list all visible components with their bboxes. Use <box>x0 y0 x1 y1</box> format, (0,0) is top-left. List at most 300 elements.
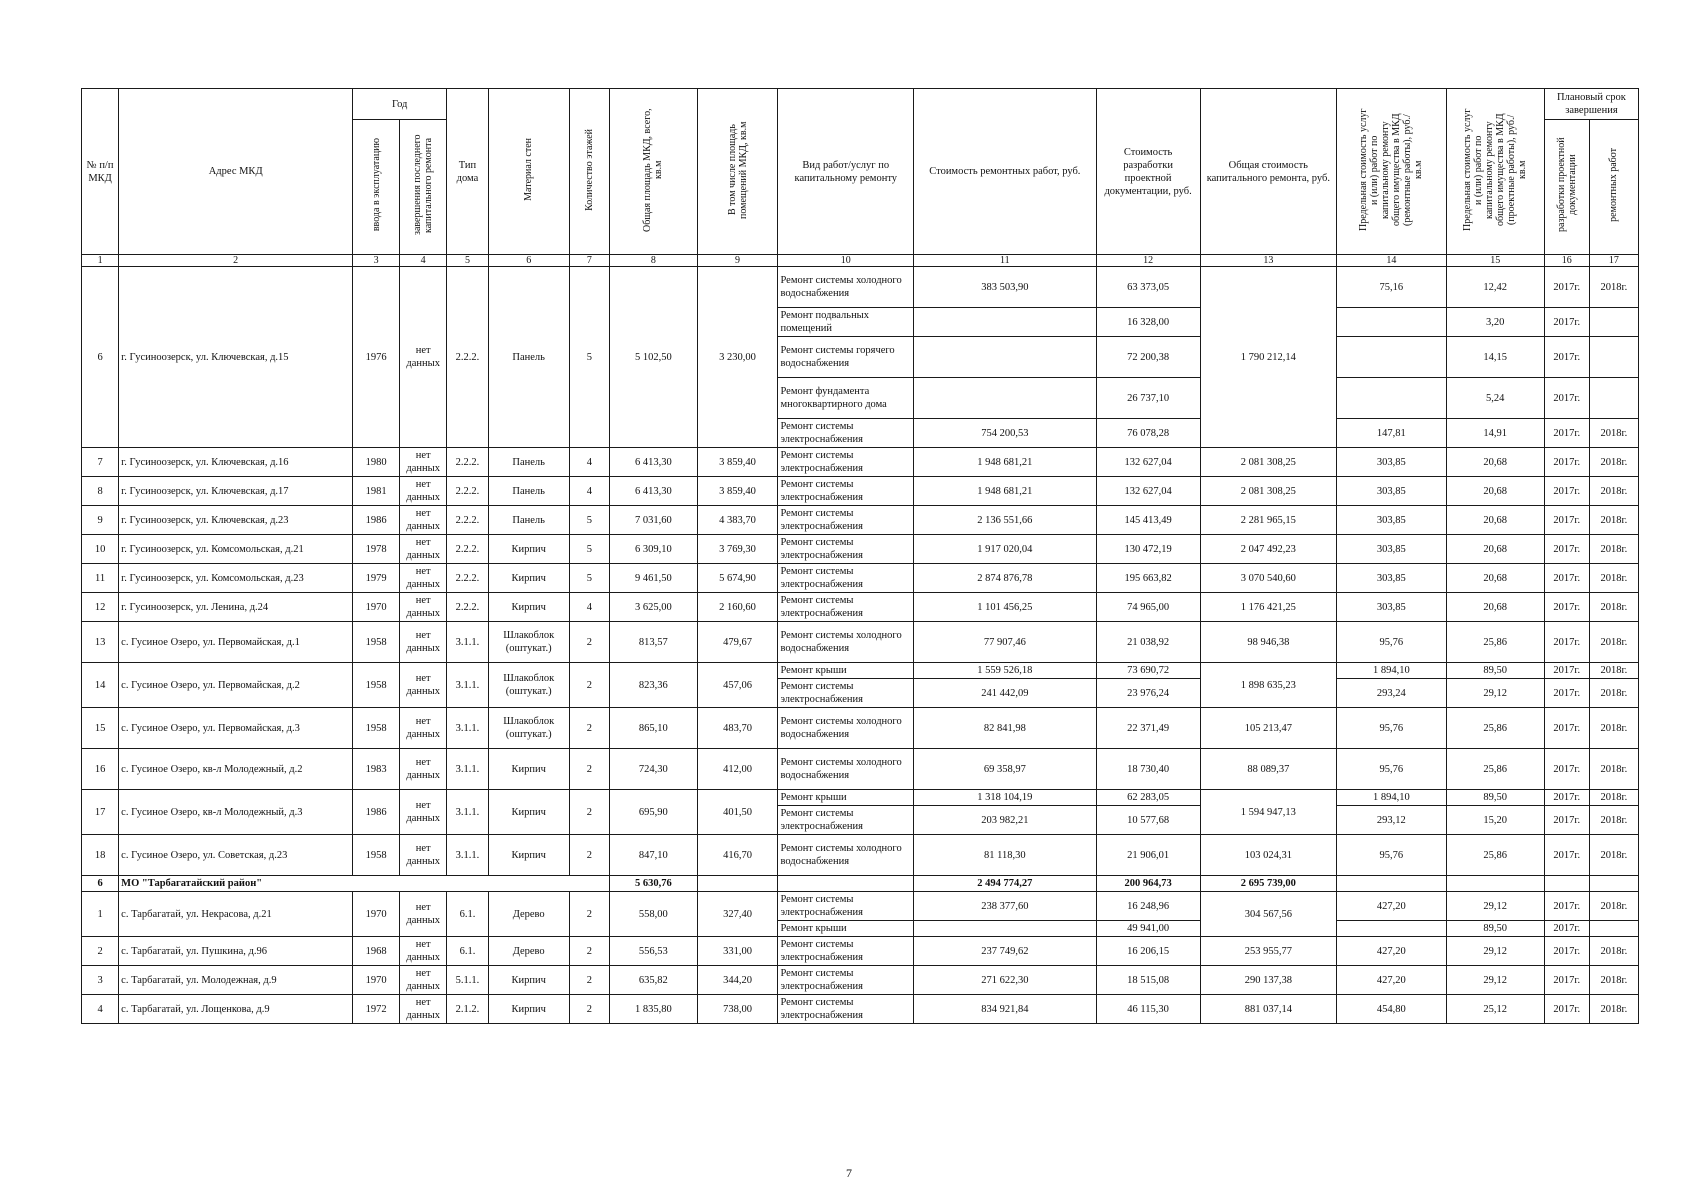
year-commission: 1958 <box>353 708 400 749</box>
row-number: 13 <box>82 622 119 663</box>
work-type: Ремонт системы электроснабжения <box>778 892 914 921</box>
repair-cost: 271 622,30 <box>914 966 1097 995</box>
total-area: 6 309,10 <box>610 535 697 564</box>
row-number: 14 <box>82 663 119 708</box>
work-type: Ремонт системы холодного водоснабжения <box>778 708 914 749</box>
column-number: 13 <box>1200 255 1337 267</box>
address-cell: с. Гусиное Озеро, ул. Первомайская, д.1 <box>119 622 353 663</box>
limit-repair <box>1337 337 1446 378</box>
deadline-repair: 2018г. <box>1589 966 1638 995</box>
total-area: 635,82 <box>610 966 697 995</box>
year-last-repair: нет данных <box>400 506 447 535</box>
deadline-design: 2017г. <box>1544 564 1589 593</box>
year-last-repair: нет данных <box>400 708 447 749</box>
total-cost: 1 790 212,14 <box>1200 267 1337 448</box>
total-cost: 2 281 965,15 <box>1200 506 1337 535</box>
deadline-repair: 2018г. <box>1589 267 1638 308</box>
floors: 2 <box>569 663 609 708</box>
table-row <box>82 535 1639 564</box>
deadline-design: 2017г. <box>1544 679 1589 708</box>
address-cell: г. Гусиноозерск, ул. Ленина, д.24 <box>119 593 353 622</box>
deadline-design: 2017г. <box>1544 535 1589 564</box>
deadline-repair: 2018г. <box>1589 663 1638 679</box>
column-number: 10 <box>778 255 914 267</box>
repair-cost: 2 874 876,78 <box>914 564 1097 593</box>
limit-repair: 427,20 <box>1337 937 1446 966</box>
column-number: 15 <box>1446 255 1544 267</box>
year-last-repair: нет данных <box>400 663 447 708</box>
year-commission: 1970 <box>353 593 400 622</box>
deadline-repair: 2018г. <box>1589 892 1638 921</box>
house-type: 2.2.2. <box>447 477 489 506</box>
repair-cost: 834 921,84 <box>914 995 1097 1024</box>
limit-design: 3,20 <box>1446 308 1544 337</box>
floors: 2 <box>569 622 609 663</box>
year-last-repair: нет данных <box>400 448 447 477</box>
floors: 5 <box>569 564 609 593</box>
repair-cost: 237 749,62 <box>914 937 1097 966</box>
work-type: Ремонт фундамента многоквартирного дома <box>778 378 914 419</box>
work-type: Ремонт системы электроснабжения <box>778 937 914 966</box>
floors: 2 <box>569 708 609 749</box>
total-area: 1 835,80 <box>610 995 697 1024</box>
limit-repair: 303,85 <box>1337 448 1446 477</box>
limit-design: 12,42 <box>1446 267 1544 308</box>
limit-design: 25,86 <box>1446 708 1544 749</box>
floors: 2 <box>569 892 609 937</box>
premises-area: 4 383,70 <box>697 506 778 535</box>
address-cell: г. Гусиноозерск, ул. Ключевская, д.23 <box>119 506 353 535</box>
deadline-design: 2017г. <box>1544 506 1589 535</box>
design-cost: 23 976,24 <box>1096 679 1200 708</box>
deadline-design: 2017г. <box>1544 937 1589 966</box>
wall-material: Кирпич <box>488 966 569 995</box>
column-numbers-row <box>82 255 1639 267</box>
house-type: 3.1.1. <box>447 790 489 835</box>
table-row <box>82 593 1639 622</box>
year-last-repair: нет данных <box>400 995 447 1024</box>
floors: 2 <box>569 966 609 995</box>
total-cost: 2 081 308,25 <box>1200 477 1337 506</box>
work-type: Ремонт системы электроснабжения <box>778 477 914 506</box>
year-commission: 1958 <box>353 835 400 876</box>
address-cell: г. Гусиноозерск, ул. Ключевская, д.16 <box>119 448 353 477</box>
total-area: 558,00 <box>610 892 697 937</box>
deadline-design: 2017г. <box>1544 448 1589 477</box>
total-area: 823,36 <box>610 663 697 708</box>
work-type: Ремонт крыши <box>778 790 914 806</box>
table-row <box>82 995 1639 1024</box>
limit-design: 5,24 <box>1446 378 1544 419</box>
year-commission: 1958 <box>353 663 400 708</box>
total-cost: 105 213,47 <box>1200 708 1337 749</box>
premises-area: 3 859,40 <box>697 448 778 477</box>
limit-repair: 75,16 <box>1337 267 1446 308</box>
header-wall-material: Материал стен <box>488 89 569 255</box>
work-type: Ремонт системы холодного водоснабжения <box>778 622 914 663</box>
limit-repair <box>1337 921 1446 937</box>
year-commission: 1983 <box>353 749 400 790</box>
design-cost: 18 515,08 <box>1096 966 1200 995</box>
deadline-design: 2017г. <box>1544 995 1589 1024</box>
floors: 2 <box>569 790 609 835</box>
premises-area: 344,20 <box>697 966 778 995</box>
year-commission: 1970 <box>353 892 400 937</box>
deadline-design: 2017г. <box>1544 622 1589 663</box>
column-number: 1 <box>82 255 119 267</box>
total-area: 6 413,30 <box>610 448 697 477</box>
address-cell: г. Гусиноозерск, ул. Ключевская, д.17 <box>119 477 353 506</box>
total-cost: 2 695 739,00 <box>1200 876 1337 892</box>
wall-material: Панель <box>488 448 569 477</box>
table-row <box>82 564 1639 593</box>
total-area: 9 461,50 <box>610 564 697 593</box>
limit-design: 25,86 <box>1446 622 1544 663</box>
repair-cost: 383 503,90 <box>914 267 1097 308</box>
table-row <box>82 477 1639 506</box>
repair-cost: 1 948 681,21 <box>914 448 1097 477</box>
house-type: 3.1.1. <box>447 835 489 876</box>
year-commission: 1978 <box>353 535 400 564</box>
row-number: 4 <box>82 995 119 1024</box>
limit-design: 29,12 <box>1446 679 1544 708</box>
deadline-design: 2017г. <box>1544 267 1589 308</box>
total-cost: 98 946,38 <box>1200 622 1337 663</box>
header-limit-design: Предельная стоимость услуг и (или) работ по капитальному ремонту общего имущества в МКД (проектные работы), руб./кв.м <box>1446 89 1544 255</box>
premises-area: 327,40 <box>697 892 778 937</box>
table-row <box>82 749 1639 790</box>
design-cost: 26 737,10 <box>1096 378 1200 419</box>
deadline-design: 2017г. <box>1544 378 1589 419</box>
limit-repair: 1 894,10 <box>1337 663 1446 679</box>
year-commission: 1981 <box>353 477 400 506</box>
limit-repair: 303,85 <box>1337 593 1446 622</box>
design-cost: 18 730,40 <box>1096 749 1200 790</box>
deadline-repair: 2018г. <box>1589 477 1638 506</box>
design-cost: 16 248,96 <box>1096 892 1200 921</box>
design-cost: 145 413,49 <box>1096 506 1200 535</box>
repair-cost: 1 101 456,25 <box>914 593 1097 622</box>
floors: 5 <box>569 267 609 448</box>
house-type: 2.2.2. <box>447 448 489 477</box>
wall-material: Панель <box>488 477 569 506</box>
year-last-repair: нет данных <box>400 937 447 966</box>
wall-material: Кирпич <box>488 535 569 564</box>
limit-repair: 427,20 <box>1337 892 1446 921</box>
wall-material: Дерево <box>488 937 569 966</box>
work-type <box>778 876 914 892</box>
work-type: Ремонт системы электроснабжения <box>778 506 914 535</box>
design-cost: 16 328,00 <box>1096 308 1200 337</box>
deadline-repair: 2018г. <box>1589 593 1638 622</box>
table-row <box>82 506 1639 535</box>
column-number: 14 <box>1337 255 1446 267</box>
repair-cost: 81 118,30 <box>914 835 1097 876</box>
column-number: 4 <box>400 255 447 267</box>
header-address: Адрес МКД <box>119 89 353 255</box>
limit-repair: 303,85 <box>1337 506 1446 535</box>
year-last-repair: нет данных <box>400 477 447 506</box>
total-area: 3 625,00 <box>610 593 697 622</box>
deadline-repair: 2018г. <box>1589 806 1638 835</box>
address-cell: с. Тарбагатай, ул. Лощенкова, д.9 <box>119 995 353 1024</box>
premises-area: 401,50 <box>697 790 778 835</box>
row-number: 11 <box>82 564 119 593</box>
total-cost: 881 037,14 <box>1200 995 1337 1024</box>
design-cost: 16 206,15 <box>1096 937 1200 966</box>
repair-cost: 2 494 774,27 <box>914 876 1097 892</box>
wall-material: Панель <box>488 506 569 535</box>
floors: 4 <box>569 448 609 477</box>
limit-design: 25,86 <box>1446 835 1544 876</box>
limit-design: 29,12 <box>1446 937 1544 966</box>
design-cost: 46 115,30 <box>1096 995 1200 1024</box>
row-number: 17 <box>82 790 119 835</box>
deadline-repair: 2018г. <box>1589 835 1638 876</box>
total-area: 695,90 <box>610 790 697 835</box>
floors: 2 <box>569 995 609 1024</box>
deadline-design: 2017г. <box>1544 663 1589 679</box>
header-total-cost: Общая стоимость капитального ремонта, руб. <box>1200 89 1337 255</box>
deadline-design: 2017г. <box>1544 593 1589 622</box>
page-number: 7 <box>846 1166 852 1180</box>
house-type: 2.2.2. <box>447 593 489 622</box>
house-type: 2.2.2. <box>447 564 489 593</box>
premises-area: 3 769,30 <box>697 535 778 564</box>
row-number: 8 <box>82 477 119 506</box>
header-year-group: Год <box>353 89 447 120</box>
header-year-commission: ввода в эксплуатацию <box>353 120 400 255</box>
column-number: 11 <box>914 255 1097 267</box>
repair-cost: 203 982,21 <box>914 806 1097 835</box>
limit-repair: 1 894,10 <box>1337 790 1446 806</box>
header-design-cost: Стоимость разработки проектной документации, руб. <box>1096 89 1200 255</box>
year-last-repair: нет данных <box>400 535 447 564</box>
address-cell: с. Гусиное Озеро, ул. Первомайская, д.3 <box>119 708 353 749</box>
house-type: 3.1.1. <box>447 749 489 790</box>
year-commission: 1980 <box>353 448 400 477</box>
year-commission: 1958 <box>353 622 400 663</box>
total-area: 724,30 <box>610 749 697 790</box>
deadline-repair: 2018г. <box>1589 622 1638 663</box>
design-cost: 21 038,92 <box>1096 622 1200 663</box>
year-last-repair: нет данных <box>400 593 447 622</box>
premises-area: 3 230,00 <box>697 267 778 448</box>
design-cost: 73 690,72 <box>1096 663 1200 679</box>
address-cell: с. Гусиное Озеро, кв-л Молодежный, д.2 <box>119 749 353 790</box>
empty-cell <box>1589 876 1638 892</box>
deadline-design: 2017г. <box>1544 337 1589 378</box>
repair-cost: 1 948 681,21 <box>914 477 1097 506</box>
column-number: 16 <box>1544 255 1589 267</box>
column-number: 3 <box>353 255 400 267</box>
wall-material: Кирпич <box>488 995 569 1024</box>
deadline-repair: 2018г. <box>1589 535 1638 564</box>
repair-cost: 1 318 104,19 <box>914 790 1097 806</box>
design-cost: 72 200,38 <box>1096 337 1200 378</box>
column-number: 12 <box>1096 255 1200 267</box>
house-type: 3.1.1. <box>447 622 489 663</box>
address-cell: с. Тарбагатай, ул. Пушкина, д.96 <box>119 937 353 966</box>
house-type: 3.1.1. <box>447 663 489 708</box>
floors: 2 <box>569 835 609 876</box>
total-cost: 1 594 947,13 <box>1200 790 1337 835</box>
deadline-repair: 2018г. <box>1589 419 1638 448</box>
row-number: 1 <box>82 892 119 937</box>
address-cell: с. Гусиное Озеро, ул. Первомайская, д.2 <box>119 663 353 708</box>
limit-repair <box>1337 308 1446 337</box>
year-commission: 1970 <box>353 966 400 995</box>
header-repair-cost: Стоимость ремонтных работ, руб. <box>914 89 1097 255</box>
deadline-design: 2017г. <box>1544 966 1589 995</box>
limit-repair: 303,85 <box>1337 535 1446 564</box>
limit-design: 14,91 <box>1446 419 1544 448</box>
deadline-repair: 2018г. <box>1589 679 1638 708</box>
column-number: 6 <box>488 255 569 267</box>
deadline-repair <box>1589 337 1638 378</box>
work-type: Ремонт системы электроснабжения <box>778 564 914 593</box>
deadline-repair: 2018г. <box>1589 708 1638 749</box>
work-type: Ремонт системы холодного водоснабжения <box>778 835 914 876</box>
premises-area: 2 160,60 <box>697 593 778 622</box>
row-number: 15 <box>82 708 119 749</box>
design-cost: 132 627,04 <box>1096 448 1200 477</box>
limit-repair: 147,81 <box>1337 419 1446 448</box>
header-year-last-repair: завершения последнего капитального ремонта <box>400 120 447 255</box>
design-cost: 200 964,73 <box>1096 876 1200 892</box>
repair-cost <box>914 308 1097 337</box>
house-type: 2.2.2. <box>447 506 489 535</box>
deadline-repair: 2018г. <box>1589 564 1638 593</box>
wall-material: Кирпич <box>488 790 569 835</box>
total-cost: 1 898 635,23 <box>1200 663 1337 708</box>
design-cost: 22 371,49 <box>1096 708 1200 749</box>
design-cost: 49 941,00 <box>1096 921 1200 937</box>
design-cost: 62 283,05 <box>1096 790 1200 806</box>
house-type: 5.1.1. <box>447 966 489 995</box>
table-row <box>82 892 1639 921</box>
total-cost: 290 137,38 <box>1200 966 1337 995</box>
wall-material: Кирпич <box>488 835 569 876</box>
deadline-repair <box>1589 378 1638 419</box>
house-type: 2.1.2. <box>447 995 489 1024</box>
work-type: Ремонт системы электроснабжения <box>778 535 914 564</box>
floors: 5 <box>569 506 609 535</box>
table-body <box>82 267 1639 1024</box>
deadline-design: 2017г. <box>1544 790 1589 806</box>
address-cell: г. Гусиноозерск, ул. Комсомольская, д.21 <box>119 535 353 564</box>
wall-material: Кирпич <box>488 564 569 593</box>
work-type: Ремонт системы электроснабжения <box>778 806 914 835</box>
premises-area: 483,70 <box>697 708 778 749</box>
total-area: 865,10 <box>610 708 697 749</box>
deadline-design: 2017г. <box>1544 892 1589 921</box>
floors: 2 <box>569 749 609 790</box>
repair-cost <box>914 337 1097 378</box>
header-deadline-repair: ремонтных работ <box>1589 120 1638 255</box>
premises-area: 416,70 <box>697 835 778 876</box>
limit-repair: 454,80 <box>1337 995 1446 1024</box>
row-number: 2 <box>82 937 119 966</box>
address-cell: с. Гусиное Озеро, кв-л Молодежный, д.3 <box>119 790 353 835</box>
total-area: 6 413,30 <box>610 477 697 506</box>
column-number: 7 <box>569 255 609 267</box>
year-commission: 1986 <box>353 506 400 535</box>
year-last-repair: нет данных <box>400 564 447 593</box>
year-last-repair: нет данных <box>400 749 447 790</box>
total-area: 847,10 <box>610 835 697 876</box>
section-row <box>82 876 1639 892</box>
work-type: Ремонт крыши <box>778 663 914 679</box>
repair-cost <box>914 921 1097 937</box>
year-last-repair: нет данных <box>400 790 447 835</box>
total-cost: 2 081 308,25 <box>1200 448 1337 477</box>
wall-material: Шлакоблок (оштукат.) <box>488 663 569 708</box>
row-number: 3 <box>82 966 119 995</box>
header-work-type: Вид работ/услуг по капитальному ремонту <box>778 89 914 255</box>
total-cost: 2 047 492,23 <box>1200 535 1337 564</box>
header-total-area: Общая площадь МКД, всего, кв.м <box>610 89 697 255</box>
limit-repair: 95,76 <box>1337 835 1446 876</box>
year-last-repair: нет данных <box>400 892 447 937</box>
total-area: 556,53 <box>610 937 697 966</box>
work-type: Ремонт системы электроснабжения <box>778 593 914 622</box>
row-number: 9 <box>82 506 119 535</box>
header-floors: Количество этажей <box>569 89 609 255</box>
column-number: 17 <box>1589 255 1638 267</box>
limit-design: 89,50 <box>1446 790 1544 806</box>
repair-cost <box>914 378 1097 419</box>
total-cost: 253 955,77 <box>1200 937 1337 966</box>
wall-material: Дерево <box>488 892 569 937</box>
premises-area: 5 674,90 <box>697 564 778 593</box>
limit-repair: 293,12 <box>1337 806 1446 835</box>
limit-design: 25,86 <box>1446 749 1544 790</box>
wall-material: Шлакоблок (оштукат.) <box>488 708 569 749</box>
limit-design: 20,68 <box>1446 448 1544 477</box>
row-number: 18 <box>82 835 119 876</box>
work-type: Ремонт системы холодного водоснабжения <box>778 267 914 308</box>
work-type: Ремонт системы электроснабжения <box>778 679 914 708</box>
limit-design: 89,50 <box>1446 921 1544 937</box>
limit-design: 29,12 <box>1446 966 1544 995</box>
header-deadline-group: Плановый срок завершения <box>1544 89 1638 120</box>
row-number: 12 <box>82 593 119 622</box>
address-cell: с. Тарбагатай, ул. Молодежная, д.9 <box>119 966 353 995</box>
design-cost: 130 472,19 <box>1096 535 1200 564</box>
work-type: Ремонт системы горячего водоснабжения <box>778 337 914 378</box>
work-type: Ремонт системы холодного водоснабжения <box>778 749 914 790</box>
total-area: 5 630,76 <box>610 876 697 892</box>
table-row <box>82 708 1639 749</box>
table-row <box>82 448 1639 477</box>
design-cost: 195 663,82 <box>1096 564 1200 593</box>
empty-cell <box>1544 876 1589 892</box>
work-type: Ремонт системы электроснабжения <box>778 419 914 448</box>
year-last-repair: нет данных <box>400 267 447 448</box>
limit-repair: 427,20 <box>1337 966 1446 995</box>
floors: 5 <box>569 535 609 564</box>
capital-repair-table <box>81 88 1639 1024</box>
repair-cost: 754 200,53 <box>914 419 1097 448</box>
wall-material: Шлакоблок (оштукат.) <box>488 622 569 663</box>
limit-repair: 303,85 <box>1337 477 1446 506</box>
row-number: 6 <box>82 267 119 448</box>
limit-design: 15,20 <box>1446 806 1544 835</box>
address-cell: г. Гусиноозерск, ул. Комсомольская, д.23 <box>119 564 353 593</box>
deadline-repair: 2018г. <box>1589 790 1638 806</box>
floors: 4 <box>569 593 609 622</box>
